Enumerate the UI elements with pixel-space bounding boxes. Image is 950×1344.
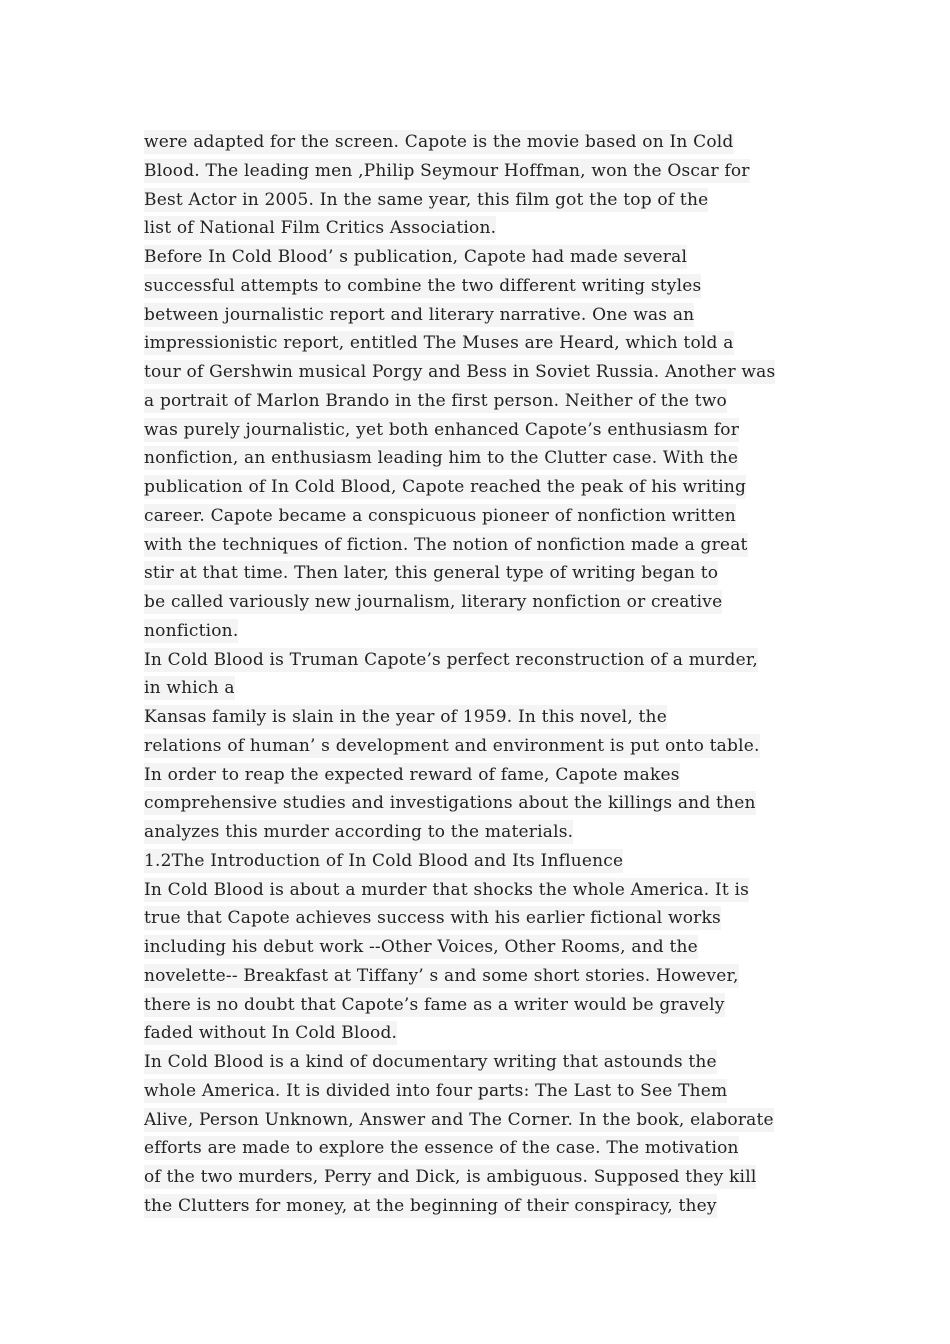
line-text: Blood. The leading men ,Philip Seymour Hoffman, won the Oscar for bbox=[144, 160, 750, 181]
text-line bbox=[144, 703, 824, 732]
text-line bbox=[144, 1163, 824, 1192]
text-line bbox=[144, 559, 824, 588]
line-text: Best Actor in 2005. In the same year, this film got the top of the bbox=[144, 189, 709, 210]
text-line bbox=[144, 933, 824, 962]
line-text: relations of human’ s development and environment is put onto table. bbox=[144, 735, 760, 756]
text-line bbox=[144, 617, 824, 646]
line-text: nonfiction, an enthusiasm leading him to the Clutter case. With the bbox=[144, 448, 739, 469]
line-text: novelette-- Breakfast at Tiffany’ s and some short stories. However, bbox=[144, 965, 739, 986]
text-line bbox=[144, 301, 824, 330]
text-line bbox=[144, 962, 824, 991]
text-line bbox=[144, 128, 824, 157]
text-line bbox=[144, 473, 824, 502]
line-text: tour of Gershwin musical Porgy and Bess in Soviet Russia. Another was bbox=[144, 362, 776, 382]
text-line bbox=[144, 646, 824, 675]
line-text: Before In Cold Blood’ s publication, Capote had made several bbox=[144, 247, 688, 267]
line-text: was purely journalistic, yet both enhanced Capote’s enthusiasm for bbox=[144, 419, 740, 440]
line-text: list of National Film Critics Association. bbox=[144, 218, 497, 239]
text-line bbox=[144, 904, 824, 933]
line-text: there is no doubt that Capote’s fame as a writer would be gravely bbox=[144, 994, 725, 1015]
line-text: impressionistic report, entitled The Muses are Heard, which told a bbox=[144, 333, 734, 354]
line-text: In Cold Blood is Truman Capote’s perfect reconstruction of a murder, bbox=[144, 649, 758, 670]
text-line bbox=[144, 588, 824, 617]
line-text: whole America. It is divided into four parts: The Last to See Them bbox=[144, 1080, 728, 1101]
line-text: between journalistic report and literary narrative. One was an bbox=[144, 304, 695, 325]
text-line bbox=[144, 186, 824, 215]
line-text: comprehensive studies and investigations about the killings and then bbox=[144, 793, 756, 814]
line-text: were adapted for the screen. Capote is the movie based on In Cold bbox=[144, 132, 734, 152]
text-line bbox=[144, 991, 824, 1020]
line-text: with the techniques of fiction. The notion of nonfiction made a great bbox=[144, 534, 748, 555]
line-text: in which a bbox=[144, 678, 235, 699]
text-line bbox=[144, 416, 824, 445]
text-line bbox=[144, 1134, 824, 1163]
line-text: In Cold Blood is a kind of documentary writing that astounds the bbox=[144, 1052, 717, 1072]
line-text: true that Capote achieves success with his earlier fictional works bbox=[144, 908, 721, 929]
text-line bbox=[144, 387, 824, 416]
line-text: successful attempts to combine the two different writing styles bbox=[144, 275, 702, 296]
text-line bbox=[144, 1077, 824, 1106]
line-text: nonfiction. bbox=[144, 620, 239, 641]
text-line bbox=[144, 444, 824, 473]
text-line bbox=[144, 502, 824, 531]
text-line bbox=[144, 876, 824, 905]
body-text bbox=[144, 128, 824, 1221]
line-text: Alive, Person Unknown, Answer and The Corner. In the book, elaborate bbox=[144, 1109, 774, 1130]
line-text: faded without In Cold Blood. bbox=[144, 1023, 398, 1044]
line-text: publication of In Cold Blood, Capote reached the peak of his writing bbox=[144, 477, 747, 497]
text-line bbox=[144, 157, 824, 186]
text-line bbox=[144, 1192, 824, 1221]
line-text: efforts are made to explore the essence of the case. The motivation bbox=[144, 1138, 739, 1159]
text-line bbox=[144, 329, 824, 358]
text-line bbox=[144, 761, 824, 790]
line-text: of the two murders, Perry and Dick, is ambiguous. Supposed they kill bbox=[144, 1167, 757, 1187]
text-line bbox=[144, 1019, 824, 1048]
line-text: stir at that time. Then later, this general type of writing began to bbox=[144, 563, 719, 584]
text-line bbox=[144, 1106, 824, 1135]
line-text: a portrait of Marlon Brando in the first person. Neither of the two bbox=[144, 390, 727, 411]
line-text: 1.2The Introduction of In Cold Blood and Its Influence bbox=[144, 850, 624, 871]
line-text: including his debut work --Other Voices, Other Rooms, and the bbox=[144, 937, 698, 957]
text-line bbox=[144, 818, 824, 847]
text-line bbox=[144, 789, 824, 818]
text-line bbox=[144, 531, 824, 560]
text-line bbox=[144, 272, 824, 301]
line-text: analyzes this murder according to the materials. bbox=[144, 822, 574, 842]
text-line bbox=[144, 214, 824, 243]
line-text: be called variously new journalism, literary nonfiction or creative bbox=[144, 592, 723, 612]
text-line bbox=[144, 358, 824, 387]
line-text: the Clutters for money, at the beginning of their conspiracy, they bbox=[144, 1195, 717, 1216]
text-line bbox=[144, 732, 824, 761]
line-text: Kansas family is slain in the year of 1959. In this novel, the bbox=[144, 707, 667, 727]
line-text: In order to reap the expected reward of fame, Capote makes bbox=[144, 764, 680, 785]
line-text: career. Capote became a conspicuous pioneer of nonfiction written bbox=[144, 505, 736, 526]
line-text: In Cold Blood is about a murder that shocks the whole America. It is bbox=[144, 879, 750, 900]
text-line bbox=[144, 243, 824, 272]
text-line bbox=[144, 674, 824, 703]
section-heading bbox=[144, 847, 824, 876]
text-line bbox=[144, 1048, 824, 1077]
